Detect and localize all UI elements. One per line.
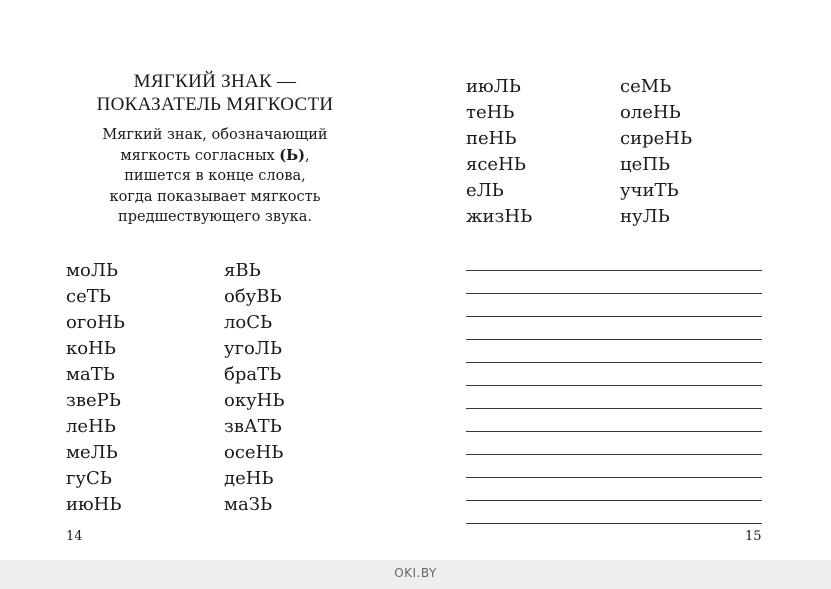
word-item: коНЬ	[66, 338, 116, 359]
word-item: жизНЬ	[466, 206, 533, 227]
page-title	[60, 70, 370, 116]
word-item: ясеНЬ	[466, 154, 526, 175]
word-item: угоЛЬ	[224, 338, 283, 359]
writing-line	[466, 409, 762, 432]
rule-line-2	[60, 146, 370, 167]
title-line-2: ПОКАЗАТЕЛЬ МЯГКОСТИ	[96, 94, 334, 115]
rule-line-5: предшествующего звука.	[118, 209, 312, 225]
word-item: нуЛЬ	[620, 206, 670, 227]
word-item: учиТЬ	[620, 180, 679, 201]
word-item: сеТЬ	[66, 286, 111, 307]
rule-line-4: когда показывает мягкость	[109, 188, 321, 205]
word-item: цеПЬ	[620, 154, 671, 175]
word-item: деНЬ	[224, 468, 274, 489]
word-item: звАТЬ	[224, 416, 282, 437]
page-number-left: 14	[66, 529, 83, 544]
word-item: осеНЬ	[224, 442, 284, 463]
writing-line	[466, 363, 762, 386]
writing-line	[466, 340, 762, 363]
writing-line	[466, 271, 762, 294]
word-column-left-1	[66, 258, 125, 518]
word-item: браТЬ	[224, 364, 282, 385]
writing-line	[466, 501, 762, 524]
rule-line-1: Мягкий знак, обозначающий	[102, 127, 328, 143]
word-item: теНЬ	[466, 102, 515, 123]
word-item: сиреНЬ	[620, 128, 693, 149]
writing-line	[466, 455, 762, 478]
writing-lines	[466, 248, 762, 524]
word-item: еЛЬ	[466, 180, 504, 201]
rule-text	[60, 125, 370, 228]
writing-line	[466, 294, 762, 317]
title-line-1: МЯГКИЙ ЗНАК —	[133, 71, 297, 92]
rule-line-3: пишется в конце слова,	[124, 168, 306, 184]
word-item: звеРЬ	[66, 390, 121, 411]
word-item: леНЬ	[66, 416, 116, 437]
word-item: окуНЬ	[224, 390, 285, 411]
writing-line	[466, 317, 762, 340]
word-item: лоСЬ	[224, 312, 273, 333]
word-item: олеНЬ	[620, 102, 681, 123]
rule-line-2-pre: мягкость согласных	[120, 147, 280, 164]
word-column-right-1	[466, 74, 532, 230]
page-number-right: 15	[745, 529, 762, 544]
word-item: сеМЬ	[620, 76, 672, 97]
left-page	[0, 0, 415, 560]
word-item: моЛЬ	[66, 260, 118, 281]
word-column-right-2	[620, 74, 692, 230]
word-item: маТЬ	[66, 364, 115, 385]
word-item: обуВЬ	[224, 286, 282, 307]
writing-line	[466, 432, 762, 455]
writing-line	[466, 386, 762, 409]
word-item: меЛЬ	[66, 442, 118, 463]
word-item: гуСЬ	[66, 468, 112, 489]
writing-line	[466, 478, 762, 501]
word-item: июЛЬ	[466, 76, 521, 97]
word-item: июНЬ	[66, 494, 122, 515]
word-item: яВЬ	[224, 260, 261, 281]
rule-line-2-post: ,	[304, 147, 310, 164]
writing-line	[466, 248, 762, 271]
word-item: огоНЬ	[66, 312, 125, 333]
watermark: OKI.BY	[394, 566, 437, 580]
soft-sign-marker: (Ь)	[279, 146, 305, 164]
word-item: пеНЬ	[466, 128, 517, 149]
word-item: маЗЬ	[224, 494, 273, 515]
word-column-left-2	[224, 258, 285, 518]
